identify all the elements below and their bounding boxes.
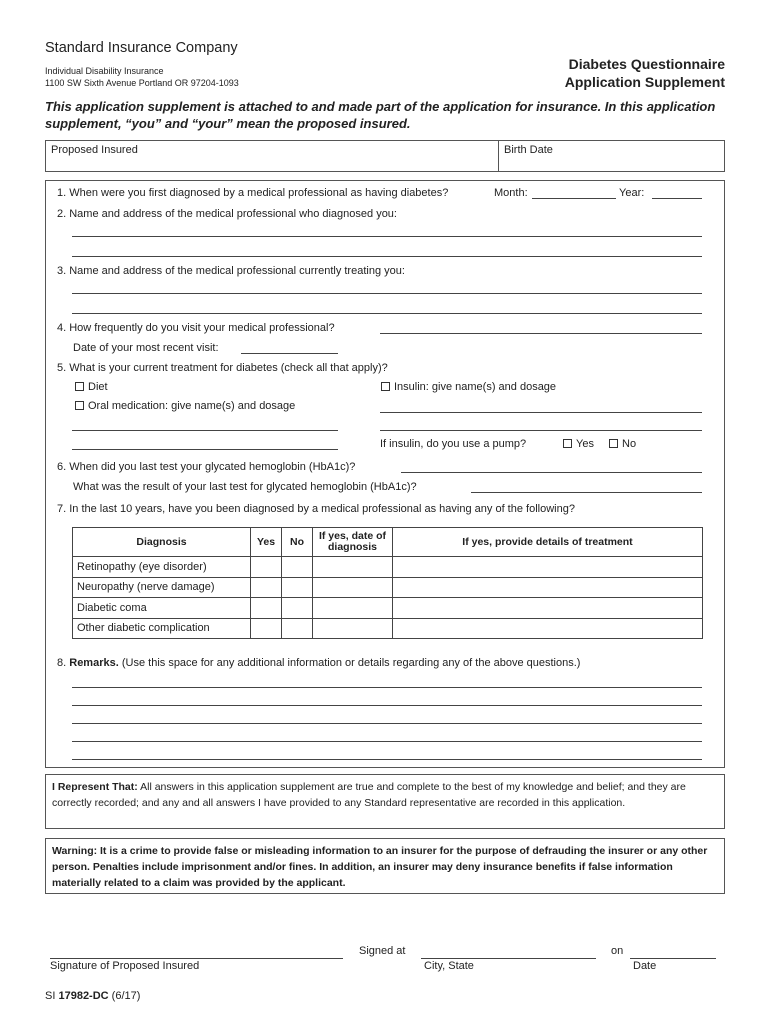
intro-text: This application supplement is attached to and made part of the application for insurance. In this application supplement, “you” and “your” mean the proposed insured. xyxy=(45,99,716,131)
form-id xyxy=(45,990,140,1002)
birth-date-label: Birth Date xyxy=(504,144,553,156)
hba1c-result-label: What was the result of your last test for glycated hemoglobin (HbA1c)? xyxy=(73,481,417,493)
treating-professional-line-2[interactable] xyxy=(72,313,702,314)
date-cell[interactable] xyxy=(313,618,393,639)
signed-at-label: Signed at xyxy=(359,945,406,957)
recent-visit-label: Date of your most recent visit: xyxy=(73,342,219,354)
date-field[interactable] xyxy=(630,958,716,959)
insulin-line-1[interactable] xyxy=(380,412,702,413)
form-id-number: 17982-DC xyxy=(58,990,109,1002)
question-8-number: 8. xyxy=(57,657,67,669)
visit-frequency-field[interactable] xyxy=(380,333,702,334)
yes-cell[interactable] xyxy=(251,577,282,598)
warning-box: Warning: It is a crime to provide false or misleading information to an insurer for the purpose of defrauding the insurer or any other person. Penalties include imprisonment and/or fines. In addition, an insurer may deny insurance benefits if false information materially related to a claim was provided by the applicant. xyxy=(45,838,725,894)
oral-medication-option[interactable] xyxy=(75,400,295,412)
pump-yes-option[interactable] xyxy=(563,438,594,450)
represent-text: All answers in this application supplement are true and complete to the best of my knowledge and belief; and they are correctly recorded; and any and all answers I have provided to any Standard representative are recorded in this application. xyxy=(52,781,686,809)
col-diagnosis: Diagnosis xyxy=(73,528,251,557)
table-row xyxy=(73,618,703,639)
details-cell[interactable] xyxy=(393,577,703,598)
division: Individual Disability Insurance xyxy=(45,66,164,76)
signature-field[interactable] xyxy=(50,958,343,959)
pump-yes-checkbox[interactable] xyxy=(563,439,572,448)
no-cell[interactable] xyxy=(282,598,313,619)
company-name: Standard Insurance Company xyxy=(45,40,238,56)
table-row xyxy=(73,577,703,598)
diagnosis-name: Retinopathy (eye disorder) xyxy=(73,557,251,578)
insulin-checkbox[interactable] xyxy=(381,382,390,391)
insulin-label: Insulin: give name(s) and dosage xyxy=(394,381,557,393)
diagnosis-name: Neuropathy (nerve damage) xyxy=(73,577,251,598)
remarks-instruction: (Use this space for any additional information or details regarding any of the above questions.) xyxy=(121,657,581,669)
table-row xyxy=(73,598,703,619)
recent-visit-field[interactable] xyxy=(241,353,338,354)
representation-box xyxy=(45,774,725,829)
yes-cell[interactable] xyxy=(251,598,282,619)
col-date-of-diagnosis: If yes, date of diagnosis xyxy=(313,528,393,557)
date-label: Date xyxy=(633,960,657,972)
insulin-option[interactable] xyxy=(381,381,556,393)
no-cell[interactable] xyxy=(282,618,313,639)
yes-cell[interactable] xyxy=(251,618,282,639)
diagnosing-professional-line-2[interactable] xyxy=(72,256,702,257)
pump-question: If insulin, do you use a pump? xyxy=(380,438,527,450)
signature-label: Signature of Proposed Insured xyxy=(50,960,200,972)
pump-no-label: No xyxy=(622,438,637,450)
details-cell[interactable] xyxy=(393,618,703,639)
company-address: 1100 SW Sixth Avenue Portland OR 97204-1093 xyxy=(45,78,239,88)
month-label: Month: xyxy=(494,187,528,199)
year-field[interactable] xyxy=(652,198,702,199)
table-header-row xyxy=(73,528,703,557)
date-cell[interactable] xyxy=(313,598,393,619)
diagnosis-name: Other diabetic complication xyxy=(73,618,251,639)
diagnosis-name: Diabetic coma xyxy=(73,598,251,619)
question-5: 5. What is your current treatment for diabetes (check all that apply)? xyxy=(57,362,388,374)
col-treatment-details: If yes, provide details of treatment xyxy=(393,528,703,557)
diagnosing-professional-line-1[interactable] xyxy=(72,236,702,237)
month-field[interactable] xyxy=(532,198,616,199)
question-7: 7. In the last 10 years, have you been diagnosed by a medical professional as having any of the following? xyxy=(57,503,575,515)
col-no: No xyxy=(282,528,313,557)
date-cell[interactable] xyxy=(313,557,393,578)
hba1c-date-field[interactable] xyxy=(401,472,702,473)
diagnosis-table xyxy=(72,527,703,639)
oral-medication-label: Oral medication: give name(s) and dosage xyxy=(88,400,296,412)
hba1c-result-field[interactable] xyxy=(471,492,702,493)
details-cell[interactable] xyxy=(393,557,703,578)
question-2: 2. Name and address of the medical professional who diagnosed you: xyxy=(57,208,397,220)
city-state-field[interactable] xyxy=(421,958,596,959)
insured-info-box xyxy=(45,140,725,172)
treating-professional-line-1[interactable] xyxy=(72,293,702,294)
oral-medication-line-1[interactable] xyxy=(72,430,338,431)
no-cell[interactable] xyxy=(282,557,313,578)
col-yes: Yes xyxy=(251,528,282,557)
form-subtitle: Application Supplement xyxy=(564,74,725,90)
diet-label: Diet xyxy=(88,381,108,393)
question-8 xyxy=(57,657,580,669)
pump-no-checkbox[interactable] xyxy=(609,439,618,448)
no-cell[interactable] xyxy=(282,577,313,598)
date-cell[interactable] xyxy=(313,577,393,598)
city-state-label: City, State xyxy=(424,960,474,972)
question-4: 4. How frequently do you visit your medical professional? xyxy=(57,322,335,334)
year-label: Year: xyxy=(619,187,645,199)
remarks-label: Remarks. xyxy=(69,657,119,669)
oral-medication-checkbox[interactable] xyxy=(75,401,84,410)
remarks-line-4[interactable] xyxy=(72,741,702,742)
form-id-prefix: SI xyxy=(45,990,56,1002)
form-title: Diabetes Questionnaire xyxy=(568,56,725,72)
represent-label: I Represent That: xyxy=(52,781,138,793)
diet-checkbox[interactable] xyxy=(75,382,84,391)
question-1: 1. When were you first diagnosed by a medical professional as having diabetes? xyxy=(57,187,449,199)
on-label: on xyxy=(611,945,624,957)
remarks-line-3[interactable] xyxy=(72,723,702,724)
remarks-line-1[interactable] xyxy=(72,687,702,688)
table-row xyxy=(73,557,703,578)
details-cell[interactable] xyxy=(393,598,703,619)
pump-yes-label: Yes xyxy=(576,438,594,450)
oral-medication-line-2[interactable] xyxy=(72,449,338,450)
question-3: 3. Name and address of the medical professional currently treating you: xyxy=(57,265,405,277)
yes-cell[interactable] xyxy=(251,557,282,578)
form-id-revision: (6/17) xyxy=(111,990,141,1002)
proposed-insured-label: Proposed Insured xyxy=(51,144,138,156)
diet-option[interactable] xyxy=(75,381,108,393)
pump-no-option[interactable] xyxy=(609,438,636,450)
question-6: 6. When did you last test your glycated hemoglobin (HbA1c)? xyxy=(57,461,356,473)
remarks-line-5[interactable] xyxy=(72,759,702,760)
remarks-line-2[interactable] xyxy=(72,705,702,706)
insulin-line-2[interactable] xyxy=(380,430,702,431)
